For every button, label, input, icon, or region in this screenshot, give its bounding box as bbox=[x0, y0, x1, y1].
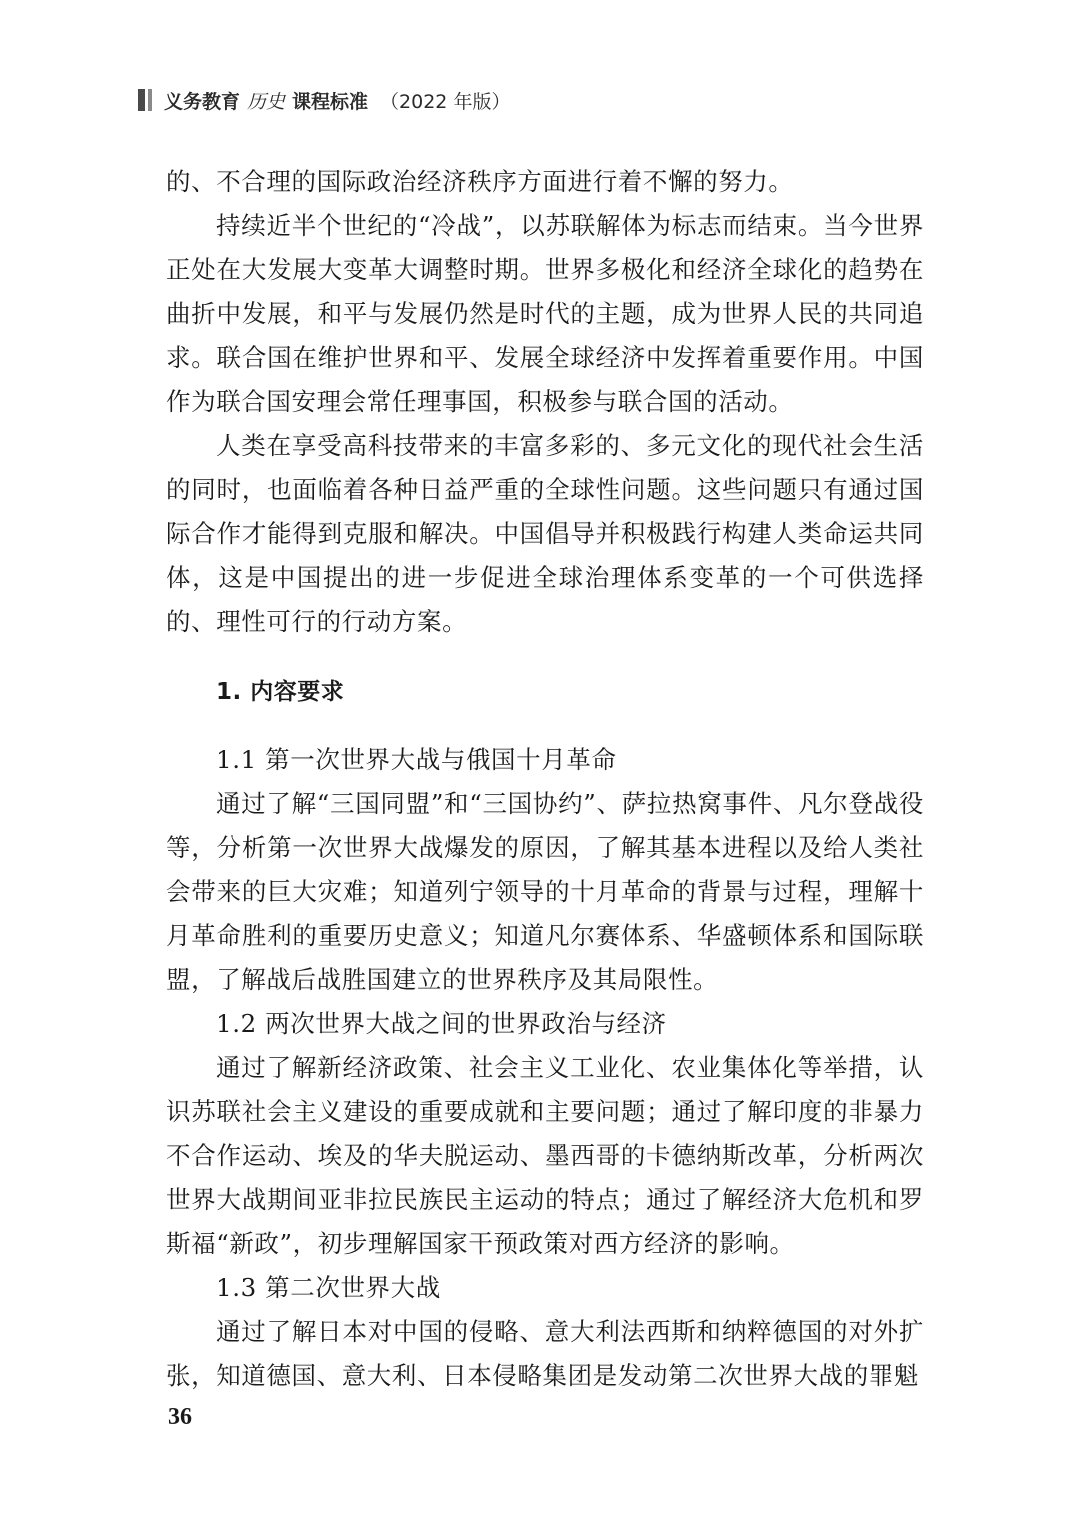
header-title: 义务教育 bbox=[164, 90, 241, 113]
header-edition: （2022 年版） bbox=[380, 90, 511, 113]
page-number: 36 bbox=[168, 1404, 192, 1430]
subheading-1-2: 1.2 两次世界大战之间的世界政治与经济 bbox=[216, 1009, 667, 1038]
paragraph-global-issues: 人类在享受高科技带来的丰富多彩的、多元文化的现代社会生活的同时，也面临着各种日益严重的全球性问题。这些问题只有通过国际合作才能得到克服和解决。中国倡导并积极践行构建人类命运共同体，这是中国提出的进一步促进全球治理体系变革的一个可供选择的、理性可行的行动方案。 bbox=[166, 431, 924, 636]
subheading-1-3: 1.3 第二次世界大战 bbox=[216, 1273, 441, 1302]
paragraph-continued: 的、不合理的国际政治经济秩序方面进行着不懈的努力。 bbox=[166, 167, 794, 196]
body-text bbox=[166, 160, 924, 1398]
header-subject: 历史 bbox=[247, 90, 286, 113]
header-standard: 课程标准 bbox=[292, 90, 369, 113]
subheading-1-1: 1.1 第一次世界大战与俄国十月革命 bbox=[216, 745, 617, 774]
header-bar-icon bbox=[138, 89, 152, 111]
paragraph-1-2: 通过了解新经济政策、社会主义工业化、农业集体化等举措，认识苏联社会主义建设的重要成就和主要问题；通过了解印度的非暴力不合作运动、埃及的华夫脱运动、墨西哥的卡德纳斯改革，分析两次世界大战期间亚非拉民族民主运动的特点；通过了解经济大危机和罗斯福“新政”，初步理解国家干预政策对西方经济的影响。 bbox=[166, 1053, 924, 1258]
running-header bbox=[138, 86, 510, 114]
paragraph-1-1: 通过了解“三国同盟”和“三国协约”、萨拉热窝事件、凡尔登战役等，分析第一次世界大战爆发的原因，了解其基本进程以及给人类社会带来的巨大灾难；知道列宁领导的十月革命的背景与过程，理解十月革命胜利的重要历史意义；知道凡尔赛体系、华盛顿体系和国际联盟，了解战后战胜国建立的世界秩序及其局限性。 bbox=[166, 789, 924, 994]
paragraph-1-3: 通过了解日本对中国的侵略、意大利法西斯和纳粹德国的对外扩张，知道德国、意大利、日本侵略集团是发动第二次世界大战的罪魁 bbox=[166, 1317, 924, 1390]
paragraph-cold-war: 持续近半个世纪的“冷战”，以苏联解体为标志而结束。当今世界正处在大发展大变革大调整时期。世界多极化和经济全球化的趋势在曲折中发展，和平与发展仍然是时代的主题，成为世界人民的共同追求。联合国在维护世界和平、发展全球经济中发挥着重要作用。中国作为联合国安理会常任理事国，积极参与联合国的活动。 bbox=[166, 211, 924, 416]
section-heading: 1. 内容要求 bbox=[216, 679, 345, 705]
